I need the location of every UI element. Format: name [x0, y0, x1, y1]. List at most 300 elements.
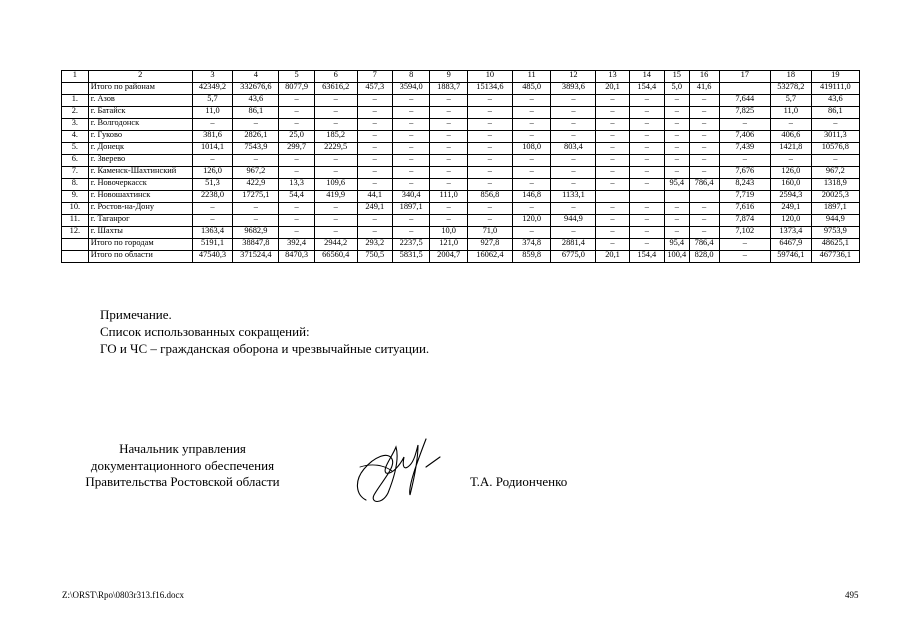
- table-cell: 7,439: [719, 143, 770, 155]
- table-cell: г. Волгодонск: [88, 119, 192, 131]
- table-cell: г. Азов: [88, 95, 192, 107]
- table-cell: 120,0: [512, 215, 551, 227]
- table-cell: 7,874: [719, 215, 770, 227]
- table-cell: 3.: [62, 119, 89, 131]
- table-cell: 25,0: [279, 131, 314, 143]
- table-cell: –: [512, 107, 551, 119]
- table-cell: –: [811, 155, 859, 167]
- table-cell: 6467,9: [770, 239, 811, 251]
- table-cell: г. Гуково: [88, 131, 192, 143]
- table-cell: –: [357, 107, 392, 119]
- table-cell: Итого по городам: [88, 239, 192, 251]
- table-cell: 2229,5: [314, 143, 357, 155]
- table-cell: –: [467, 143, 512, 155]
- table-cell: 2238,0: [192, 191, 233, 203]
- table-cell: 11,0: [770, 107, 811, 119]
- table-cell: –: [512, 179, 551, 191]
- table-cell: –: [551, 203, 596, 215]
- table-cell: –: [596, 143, 629, 155]
- table-cell: 7,825: [719, 107, 770, 119]
- table-cell: –: [279, 215, 314, 227]
- table-cell: 43,6: [233, 95, 279, 107]
- table-cell: 15134,6: [467, 83, 512, 95]
- table-cell: 419111,0: [811, 83, 859, 95]
- table-cell: Итого по районам: [88, 83, 192, 95]
- table-cell: –: [233, 119, 279, 131]
- table-cell: 53278,2: [770, 83, 811, 95]
- table-cell: 2881,4: [551, 239, 596, 251]
- table-cell: –: [357, 155, 392, 167]
- table-cell: 95,4: [664, 179, 689, 191]
- table-cell: –: [512, 119, 551, 131]
- table-cell: –: [392, 167, 429, 179]
- table-cell: –: [279, 167, 314, 179]
- table-cell: 20,1: [596, 83, 629, 95]
- table-cell: 126,0: [770, 167, 811, 179]
- table-cell: –: [357, 131, 392, 143]
- table-cell: Итого по области: [88, 251, 192, 263]
- table-cell: 17275,1: [233, 191, 279, 203]
- table-cell: 9682,9: [233, 227, 279, 239]
- table-cell: 7,102: [719, 227, 770, 239]
- table-cell: –: [629, 131, 664, 143]
- table-row: [62, 119, 860, 131]
- table-cell: –: [629, 203, 664, 215]
- table-cell: 299,7: [279, 143, 314, 155]
- header-cell: 11: [512, 71, 551, 83]
- table-cell: 944,9: [551, 215, 596, 227]
- header-cell: 8: [392, 71, 429, 83]
- table-cell: 7543,9: [233, 143, 279, 155]
- table-cell: 160,0: [770, 179, 811, 191]
- table-cell: 5,7: [192, 95, 233, 107]
- table-cell: 2826,1: [233, 131, 279, 143]
- table-cell: 4.: [62, 131, 89, 143]
- table-cell: –: [430, 131, 467, 143]
- header-cell: 6: [314, 71, 357, 83]
- table-cell: –: [629, 119, 664, 131]
- table-cell: –: [512, 95, 551, 107]
- table-cell: –: [629, 179, 664, 191]
- table-cell: –: [719, 239, 770, 251]
- table-cell: –: [467, 179, 512, 191]
- table-cell: 374,8: [512, 239, 551, 251]
- table-cell: 1318,9: [811, 179, 859, 191]
- table-cell: 340,4: [392, 191, 429, 203]
- table-cell: –: [629, 155, 664, 167]
- table-cell: 38847,8: [233, 239, 279, 251]
- table-cell: –: [233, 215, 279, 227]
- table-cell: –: [629, 143, 664, 155]
- table-cell: –: [629, 239, 664, 251]
- table-cell: –: [314, 155, 357, 167]
- table-cell: –: [551, 155, 596, 167]
- table-cell: г. Шахты: [88, 227, 192, 239]
- table-cell: –: [689, 215, 719, 227]
- table-cell: –: [357, 95, 392, 107]
- table-cell: 154,4: [629, 251, 664, 263]
- table-cell: 2594,3: [770, 191, 811, 203]
- table-cell: 967,2: [811, 167, 859, 179]
- table-cell: г. Новочеркасск: [88, 179, 192, 191]
- table-cell: 828,0: [689, 251, 719, 263]
- table-cell: –: [551, 95, 596, 107]
- table-cell: 44,1: [357, 191, 392, 203]
- table-cell: –: [689, 143, 719, 155]
- table-cell: –: [357, 227, 392, 239]
- table-row: [62, 167, 860, 179]
- table-cell: 59746,1: [770, 251, 811, 263]
- table-row: [62, 155, 860, 167]
- table-cell: –: [467, 95, 512, 107]
- table-cell: 927,8: [467, 239, 512, 251]
- table-cell: –: [279, 227, 314, 239]
- table-cell: 63616,2: [314, 83, 357, 95]
- table-cell: –: [629, 215, 664, 227]
- table-cell: –: [314, 107, 357, 119]
- header-cell: 3: [192, 71, 233, 83]
- table-cell: –: [596, 119, 629, 131]
- table-cell: –: [192, 119, 233, 131]
- header-cell: 2: [88, 71, 192, 83]
- header-cell: 4: [233, 71, 279, 83]
- header-cell: 1: [62, 71, 89, 83]
- table-cell: 2004,7: [430, 251, 467, 263]
- table-cell: –: [467, 215, 512, 227]
- table-cell: –: [314, 215, 357, 227]
- table-cell: г. Новошахтинск: [88, 191, 192, 203]
- table-cell: –: [279, 119, 314, 131]
- table-cell: –: [467, 131, 512, 143]
- table-cell: –: [192, 215, 233, 227]
- table-cell: –: [770, 119, 811, 131]
- table-cell: 9.: [62, 191, 89, 203]
- table-cell: –: [392, 119, 429, 131]
- table-cell: –: [664, 143, 689, 155]
- table-cell: –: [664, 215, 689, 227]
- header-cell: 19: [811, 71, 859, 83]
- signatory-name: Т.А. Родионченко: [470, 474, 568, 489]
- table-cell: 786,4: [689, 179, 719, 191]
- table-row: [62, 191, 860, 203]
- table-cell: –: [392, 143, 429, 155]
- table-cell: 5191,1: [192, 239, 233, 251]
- table-cell: –: [357, 167, 392, 179]
- table-cell: 3594,0: [392, 83, 429, 95]
- table-cell: 1133,1: [551, 191, 596, 203]
- table-cell: 146,8: [512, 191, 551, 203]
- table-cell: 11,0: [192, 107, 233, 119]
- table-cell: 66560,4: [314, 251, 357, 263]
- table-cell: 13,3: [279, 179, 314, 191]
- table-cell: 8470,3: [279, 251, 314, 263]
- table-cell: 467736,1: [811, 251, 859, 263]
- table-cell: –: [551, 131, 596, 143]
- table-cell: –: [551, 167, 596, 179]
- table-cell: 1897,1: [811, 203, 859, 215]
- table-cell: –: [629, 107, 664, 119]
- table-cell: 2944,2: [314, 239, 357, 251]
- table-cell: 10576,8: [811, 143, 859, 155]
- table-cell: –: [430, 155, 467, 167]
- table-cell: –: [664, 203, 689, 215]
- table-cell: 47540,3: [192, 251, 233, 263]
- table-cell: 967,2: [233, 167, 279, 179]
- table-cell: –: [467, 167, 512, 179]
- table-cell: –: [719, 155, 770, 167]
- table-cell: –: [233, 155, 279, 167]
- data-table: [61, 70, 860, 263]
- table-cell: –: [689, 107, 719, 119]
- table-cell: 48625,1: [811, 239, 859, 251]
- table-cell: 1.: [62, 95, 89, 107]
- table-cell: –: [596, 95, 629, 107]
- table-cell: г. Каменск-Шахтинский: [88, 167, 192, 179]
- table-cell: г. Зверево: [88, 155, 192, 167]
- table-cell: –: [596, 203, 629, 215]
- table-cell: –: [689, 131, 719, 143]
- header-cell: 16: [689, 71, 719, 83]
- table-cell: –: [279, 203, 314, 215]
- table-cell: 5.: [62, 143, 89, 155]
- table-cell: –: [430, 95, 467, 107]
- table-cell: 7,616: [719, 203, 770, 215]
- table-cell: –: [467, 107, 512, 119]
- header-cell: 10: [467, 71, 512, 83]
- table-cell: 944,9: [811, 215, 859, 227]
- table-cell: 9753,9: [811, 227, 859, 239]
- header-cell: 9: [430, 71, 467, 83]
- table-cell: 3893,6: [551, 83, 596, 95]
- table-cell: –: [689, 203, 719, 215]
- table-cell: 371524,4: [233, 251, 279, 263]
- table-cell: –: [596, 155, 629, 167]
- table-cell: –: [596, 227, 629, 239]
- table-cell: 332676,6: [233, 83, 279, 95]
- table-cell: 2237,5: [392, 239, 429, 251]
- table-cell: –: [467, 119, 512, 131]
- table-cell: –: [596, 131, 629, 143]
- table-cell: 7,644: [719, 95, 770, 107]
- table-cell: –: [467, 155, 512, 167]
- header-cell: 17: [719, 71, 770, 83]
- table-cell: 185,2: [314, 131, 357, 143]
- table-cell: 8.: [62, 179, 89, 191]
- table-row: [62, 239, 860, 251]
- table-cell: г. Донецк: [88, 143, 192, 155]
- table-cell: –: [664, 107, 689, 119]
- table-cell: 10,0: [430, 227, 467, 239]
- table-cell: 457,3: [357, 83, 392, 95]
- table-cell: –: [629, 167, 664, 179]
- table-cell: –: [689, 227, 719, 239]
- table-cell: 6775,0: [551, 251, 596, 263]
- table-cell: –: [664, 131, 689, 143]
- header-row: [62, 71, 860, 83]
- table-cell: –: [392, 215, 429, 227]
- table-cell: г. Батайск: [88, 107, 192, 119]
- table-cell: –: [719, 119, 770, 131]
- table-cell: –: [357, 119, 392, 131]
- table-cell: 54,4: [279, 191, 314, 203]
- table-cell: –: [664, 227, 689, 239]
- table-cell: –: [192, 203, 233, 215]
- table-cell: 43,6: [811, 95, 859, 107]
- table-cell: –: [596, 107, 629, 119]
- table-cell: –: [392, 227, 429, 239]
- table-cell: 406,6: [770, 131, 811, 143]
- table-cell: –: [512, 155, 551, 167]
- table-cell: 1363,4: [192, 227, 233, 239]
- note-title: Примечание.: [100, 307, 172, 322]
- table-cell: –: [392, 179, 429, 191]
- table-row: [62, 107, 860, 119]
- header-cell: 13: [596, 71, 629, 83]
- table-cell: –: [233, 203, 279, 215]
- table-cell: –: [551, 119, 596, 131]
- table-cell: 1421,8: [770, 143, 811, 155]
- table-cell: –: [512, 203, 551, 215]
- table-cell: –: [512, 227, 551, 239]
- table-row: [62, 179, 860, 191]
- table-cell: 71,0: [467, 227, 512, 239]
- table-cell: 86,1: [233, 107, 279, 119]
- table-cell: 108,0: [512, 143, 551, 155]
- table-row: [62, 143, 860, 155]
- table-cell: [62, 83, 89, 95]
- header-cell: 14: [629, 71, 664, 83]
- table-cell: –: [430, 143, 467, 155]
- table-cell: –: [392, 107, 429, 119]
- table-cell: 750,5: [357, 251, 392, 263]
- table-cell: г. Таганрог: [88, 215, 192, 227]
- header-cell: 12: [551, 71, 596, 83]
- table-row: [62, 203, 860, 215]
- table-cell: 392,4: [279, 239, 314, 251]
- table-cell: 41,6: [689, 83, 719, 95]
- table-cell: 111,0: [430, 191, 467, 203]
- table-cell: 1373,4: [770, 227, 811, 239]
- table-cell: –: [629, 227, 664, 239]
- table-cell: –: [430, 107, 467, 119]
- table-cell: 12.: [62, 227, 89, 239]
- abbreviation-go-chs: ГО и ЧС – гражданская оборона и чрезвычайные ситуации.: [100, 341, 430, 356]
- table-cell: 109,6: [314, 179, 357, 191]
- table-cell: –: [392, 95, 429, 107]
- table-cell: 8,243: [719, 179, 770, 191]
- table-cell: 16062,4: [467, 251, 512, 263]
- table-cell: –: [314, 227, 357, 239]
- table-cell: 2.: [62, 107, 89, 119]
- table-header: [62, 71, 860, 83]
- page-number: 495: [845, 590, 859, 600]
- abbreviations-heading: Список использованных сокращений:: [100, 324, 310, 339]
- table-cell: –: [192, 155, 233, 167]
- table-cell: –: [430, 167, 467, 179]
- table-cell: –: [689, 155, 719, 167]
- table-cell: 121,0: [430, 239, 467, 251]
- table-cell: 856,8: [467, 191, 512, 203]
- table-cell: –: [279, 107, 314, 119]
- table-cell: –: [770, 155, 811, 167]
- table-cell: –: [430, 179, 467, 191]
- table-cell: 249,1: [770, 203, 811, 215]
- header-cell: 15: [664, 71, 689, 83]
- table-cell: 7,406: [719, 131, 770, 143]
- table-row: [62, 95, 860, 107]
- table-cell: 95,4: [664, 239, 689, 251]
- table-cell: –: [314, 203, 357, 215]
- table-cell: 293,2: [357, 239, 392, 251]
- table-cell: –: [596, 215, 629, 227]
- table-cell: –: [357, 143, 392, 155]
- table-cell: –: [689, 167, 719, 179]
- table-cell: 51,3: [192, 179, 233, 191]
- table-cell: –: [551, 179, 596, 191]
- table-cell: 381,6: [192, 131, 233, 143]
- table-cell: –: [467, 203, 512, 215]
- table-cell: –: [279, 155, 314, 167]
- table-cell: –: [689, 119, 719, 131]
- table-row: [62, 83, 860, 95]
- table-cell: 20,1: [596, 251, 629, 263]
- table-cell: –: [512, 131, 551, 143]
- table-cell: –: [664, 155, 689, 167]
- table-cell: [719, 83, 770, 95]
- table-cell: 7.: [62, 167, 89, 179]
- table-cell: –: [664, 167, 689, 179]
- table-row: [62, 131, 860, 143]
- header-cell: 7: [357, 71, 392, 83]
- table-cell: [629, 191, 664, 203]
- table-cell: –: [279, 95, 314, 107]
- table-cell: 419,9: [314, 191, 357, 203]
- table-cell: [664, 191, 689, 203]
- table-cell: 422,9: [233, 179, 279, 191]
- table-cell: 859,8: [512, 251, 551, 263]
- table-cell: –: [551, 107, 596, 119]
- table-cell: 10.: [62, 203, 89, 215]
- table-cell: –: [629, 95, 664, 107]
- handwritten-signature: [330, 425, 450, 515]
- table-cell: 126,0: [192, 167, 233, 179]
- table-cell: г. Ростов-на-Дону: [88, 203, 192, 215]
- table-cell: –: [512, 167, 551, 179]
- table-cell: [596, 191, 629, 203]
- table-cell: 1014,1: [192, 143, 233, 155]
- signatory-position: Начальник управления документационного обеспечения Правительства Ростовской области: [85, 441, 280, 489]
- table-cell: 6.: [62, 155, 89, 167]
- table-cell: 485,0: [512, 83, 551, 95]
- table-cell: [62, 251, 89, 263]
- table-row: [62, 227, 860, 239]
- file-path: Z:\ORST\Rpo\0803r313.f16.docx: [62, 590, 184, 600]
- table-cell: 7,676: [719, 167, 770, 179]
- table-cell: 20025,3: [811, 191, 859, 203]
- table-cell: –: [596, 179, 629, 191]
- table-cell: –: [392, 155, 429, 167]
- table-cell: –: [357, 215, 392, 227]
- table-cell: –: [811, 119, 859, 131]
- table-cell: 86,1: [811, 107, 859, 119]
- table-row: [62, 251, 860, 263]
- table-cell: 5,7: [770, 95, 811, 107]
- table-cell: 11.: [62, 215, 89, 227]
- table-cell: –: [719, 251, 770, 263]
- table-cell: 5,0: [664, 83, 689, 95]
- header-cell: 18: [770, 71, 811, 83]
- table-cell: –: [664, 119, 689, 131]
